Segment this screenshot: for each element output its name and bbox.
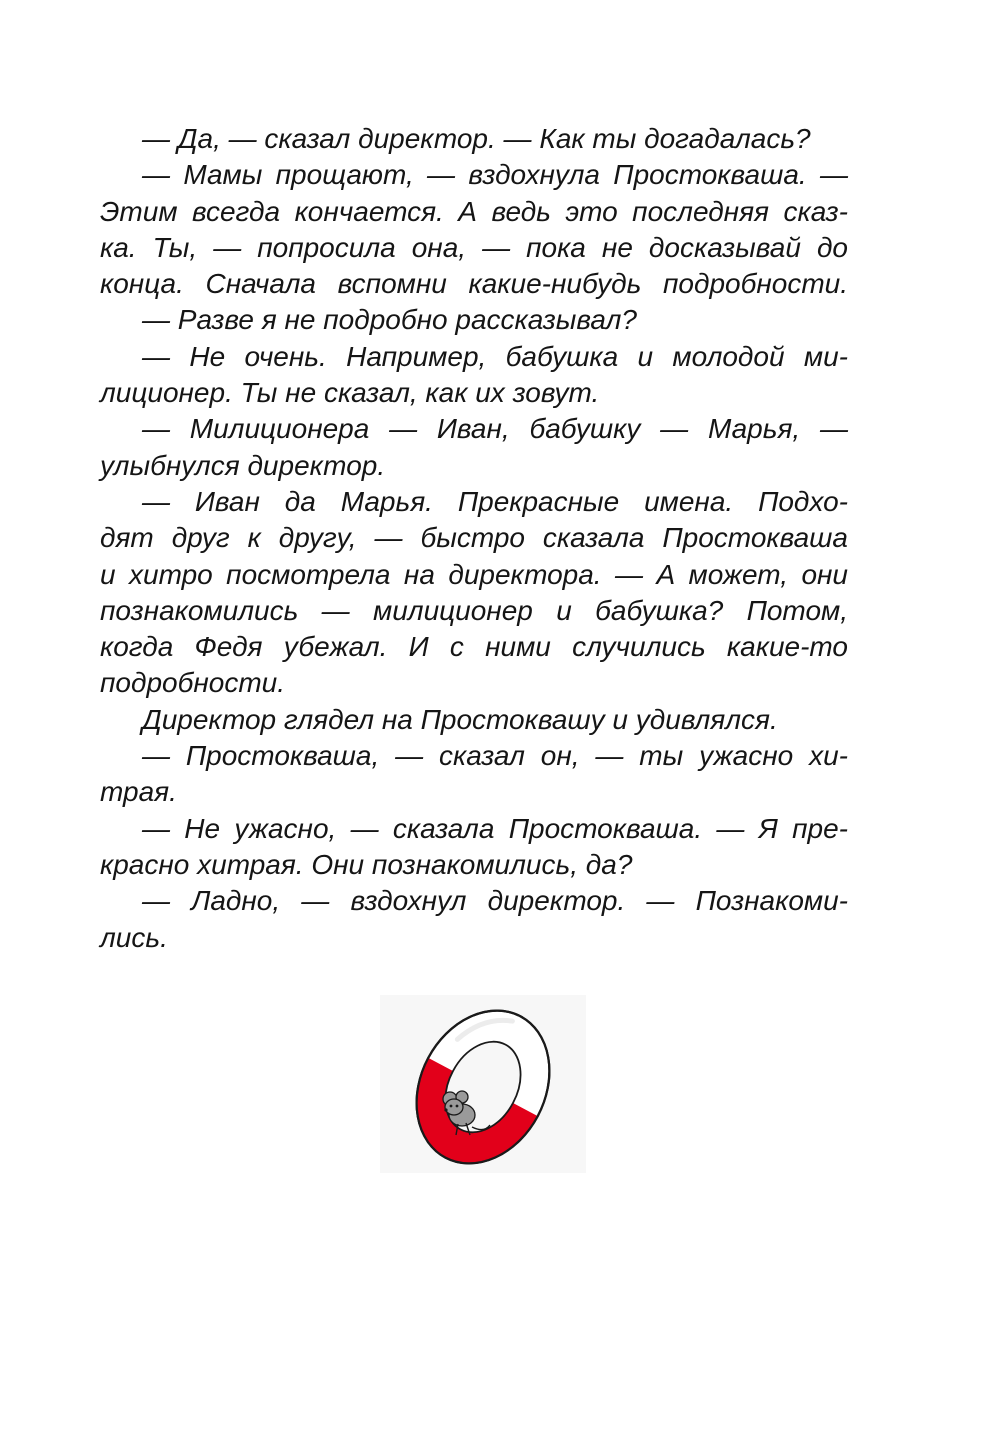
text-line: подробности. — [100, 667, 286, 699]
text-line: — Ладно, — вздохнул директор. — Познакоми- — [142, 885, 848, 917]
text-line: трая. — [100, 776, 177, 808]
text-line: лись. — [100, 921, 168, 953]
text-line: конца. Сначала вспомни какие-нибудь подробности. — [100, 268, 848, 300]
text-line: ка. Ты, — попросила она, — пока не досказывай до — [100, 231, 848, 263]
letter-o-mouse-icon — [380, 995, 586, 1173]
text-line: — Не очень. Например, бабушка и молодой ми- — [142, 340, 848, 372]
text-line: — Мамы прощают, — вздохнула Простокваша. — — [142, 159, 848, 191]
text-line: — Разве я не подробно рассказывал? — [142, 304, 637, 336]
text-line: — Иван да Марья. Прекрасные имена. Подхо- — [142, 485, 848, 517]
text-line: когда Федя убежал. И с ними случились какие-то — [100, 631, 848, 663]
text-line: — Не ужасно, — сказала Простокваша. — Я пре- — [142, 812, 848, 844]
text-line: и хитро посмотрела на директора. — А может, они — [100, 558, 848, 590]
text-line: — Да, — сказал директор. — Как ты догадалась? — [142, 123, 811, 154]
text-line: познакомились — милиционер и бабушка? Потом, — [100, 594, 848, 626]
letter-o-illustration — [380, 995, 586, 1173]
text-line: — Простокваша, — сказал он, — ты ужасно хи- — [142, 740, 848, 772]
text-line: улыбнулся директор. — [100, 449, 386, 481]
text-line: Директор глядел на Простоквашу и удивлялся. — [142, 703, 778, 735]
text-line: красно хитрая. Они познакомились, да? — [100, 848, 633, 880]
story-text — [100, 121, 848, 956]
text-line: лиционер. Ты не сказал, как их зовут. — [100, 377, 600, 409]
text-line: — Милиционера — Иван, бабушку — Марья, — — [142, 413, 848, 445]
text-line: Этим всегда кончается. А ведь это последняя сказ- — [100, 195, 848, 227]
text-line: дят друг к другу, — быстро сказала Простокваша — [100, 522, 848, 554]
